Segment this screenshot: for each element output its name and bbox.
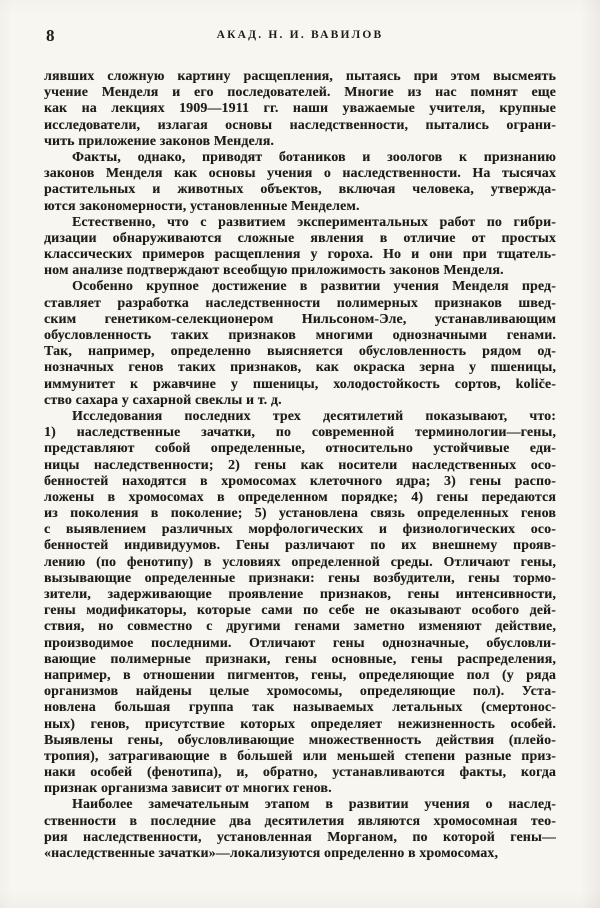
text-line: ном анализе подтверждают всеобщую приложимость законов Менделя.	[44, 263, 504, 279]
text-line: вающие полимерные признаки, гены основные, гены распределения,	[44, 651, 556, 667]
text-line: рия наследственности, установленная Морганом, по которой гены—	[44, 829, 556, 845]
text-line: ственности в последние два десятилетия являются хромосомная тео-	[44, 813, 556, 829]
text-line: гены модификаторы, которые сами по себе не оказывают особого дей-	[44, 603, 556, 619]
text-line: производимое последними. Отличают гены однозначные, обусловли-	[44, 635, 556, 651]
text-line: лению (по фенотипу) в условиях определенной среды. Отличают гены,	[44, 554, 556, 570]
text-line: Так, например, определенно выясняется обусловленность рядом од-	[44, 344, 556, 360]
text-line: ницы наследственности; 2) гены как носители наследственных осо-	[44, 457, 556, 473]
text-line: лявших сложную картину расщепления, пытаясь при этом высмеять	[44, 69, 556, 84]
text-line: Наиболее замечательным этапом в развитии учения о наслед-	[72, 797, 556, 813]
text-line: например, в отношении пигментов, гены, определяющие пол (у ряда	[44, 667, 556, 683]
text-line: ставляет разработка наследственности полимерных признаков швед-	[44, 295, 556, 311]
text-line: организмов найдены целые хромосомы, определяющие пол). Уста-	[44, 684, 556, 700]
text-line: Естественно, что с развитием экспериментальных работ по гибри-	[72, 214, 556, 230]
text-line: «наследственные зачатки»—локализуются определенно в хромосомах,	[44, 846, 499, 861]
text-line: Особенно крупное достижение в развитии учения Менделя пред-	[72, 279, 556, 295]
text-line: зители, задерживающие проявление признаков, гены интенсивности,	[44, 587, 556, 602]
text-line: как на лекциях 1909—1911 гг. наши уважаемые учителя, крупные	[44, 101, 556, 117]
text-line: бенностей находятся в хромосомах клеточного ядра; 3) гены распо-	[44, 473, 556, 489]
text-line: новлена большая группа так называемых летальных (смертонос-	[44, 700, 556, 716]
text-line: нозначных генов таких признаков, как окраска зерна у пшеницы,	[44, 360, 556, 376]
running-head-title: АКАД. Н. И. ВАВИЛОВ	[216, 29, 384, 41]
page-number: 8	[46, 26, 55, 45]
text-line: ским генетиком-селекционером Нильсоном-Эле, устанавливающим	[44, 311, 556, 327]
text-line: наки особей (фенотипа), и, обратно, устанавливаются факты, когда	[44, 765, 556, 781]
text-line: Факты, однако, приводят ботаников и зоологов к признанию	[72, 149, 556, 165]
text-line: исследователи, излагая основы наследственности, пытались ограни-	[44, 117, 556, 133]
text-line: ются закономерности, установленные Менделем.	[44, 198, 360, 214]
running-header	[44, 26, 556, 46]
text-line: с выявлением различных морфологических и физиологических осо-	[44, 522, 556, 538]
text-line: вызывающие определенные признаки: гены возбудители, гены тормо-	[44, 570, 556, 586]
text-line: ство сахара у сахарной свеклы и т. д.	[44, 392, 282, 408]
text-line: ложены в хромосомах в определенном порядке; 4) гены передаются	[44, 489, 556, 505]
text-line: признак организма зависит от многих генов.	[44, 781, 332, 797]
body-text	[44, 69, 556, 862]
text-line: 1) наследственные зачатки, по современной терминологии—гены,	[44, 425, 556, 441]
text-line: учение Менделя и его последователей. Многие из нас помнят еще	[44, 85, 556, 101]
text-line: ствия, но совместно с другими генами заметно изменяют действие,	[44, 619, 556, 635]
text-line: законов Менделя как основы учения о наследственности. На тысячах	[44, 166, 556, 182]
text-line: иммунитет к ржавчине у пшеницы, холодостойкость сортов, količе-	[44, 376, 556, 392]
text-line: Исследования последних трех десятилетий показывают, что:	[72, 408, 556, 424]
text-line: Выявлены гены, обусловливающие множественность действия (плейо-	[44, 732, 556, 748]
text-line: бенностей индивидуумов. Гены различают по их внешнему прояв-	[44, 538, 556, 554]
text-line: представляют собой определенные, относительно устойчивые еди-	[44, 441, 556, 457]
text-line: тропия), затрагивающие в бо́льшей или меньшей степени разные приз-	[44, 748, 556, 764]
text-line: дизации обнаруживаются сложные явления в отличие от простых	[44, 230, 556, 246]
text-line: чить приложение законов Менделя.	[44, 133, 275, 149]
text-line: ных) генов, присутствие которых определяет нежизненность особей.	[44, 716, 556, 732]
text-line: обусловленность таких признаков многими однозначными генами.	[44, 328, 556, 343]
text-line: растительных и животных объектов, включая человека, утвержда-	[44, 182, 556, 198]
text-line: классических примеров расщепления у гороха. Но и они при тщатель-	[44, 247, 556, 263]
text-line: из поколения в поколение; 5) установлена связь определенных генов	[44, 506, 556, 522]
